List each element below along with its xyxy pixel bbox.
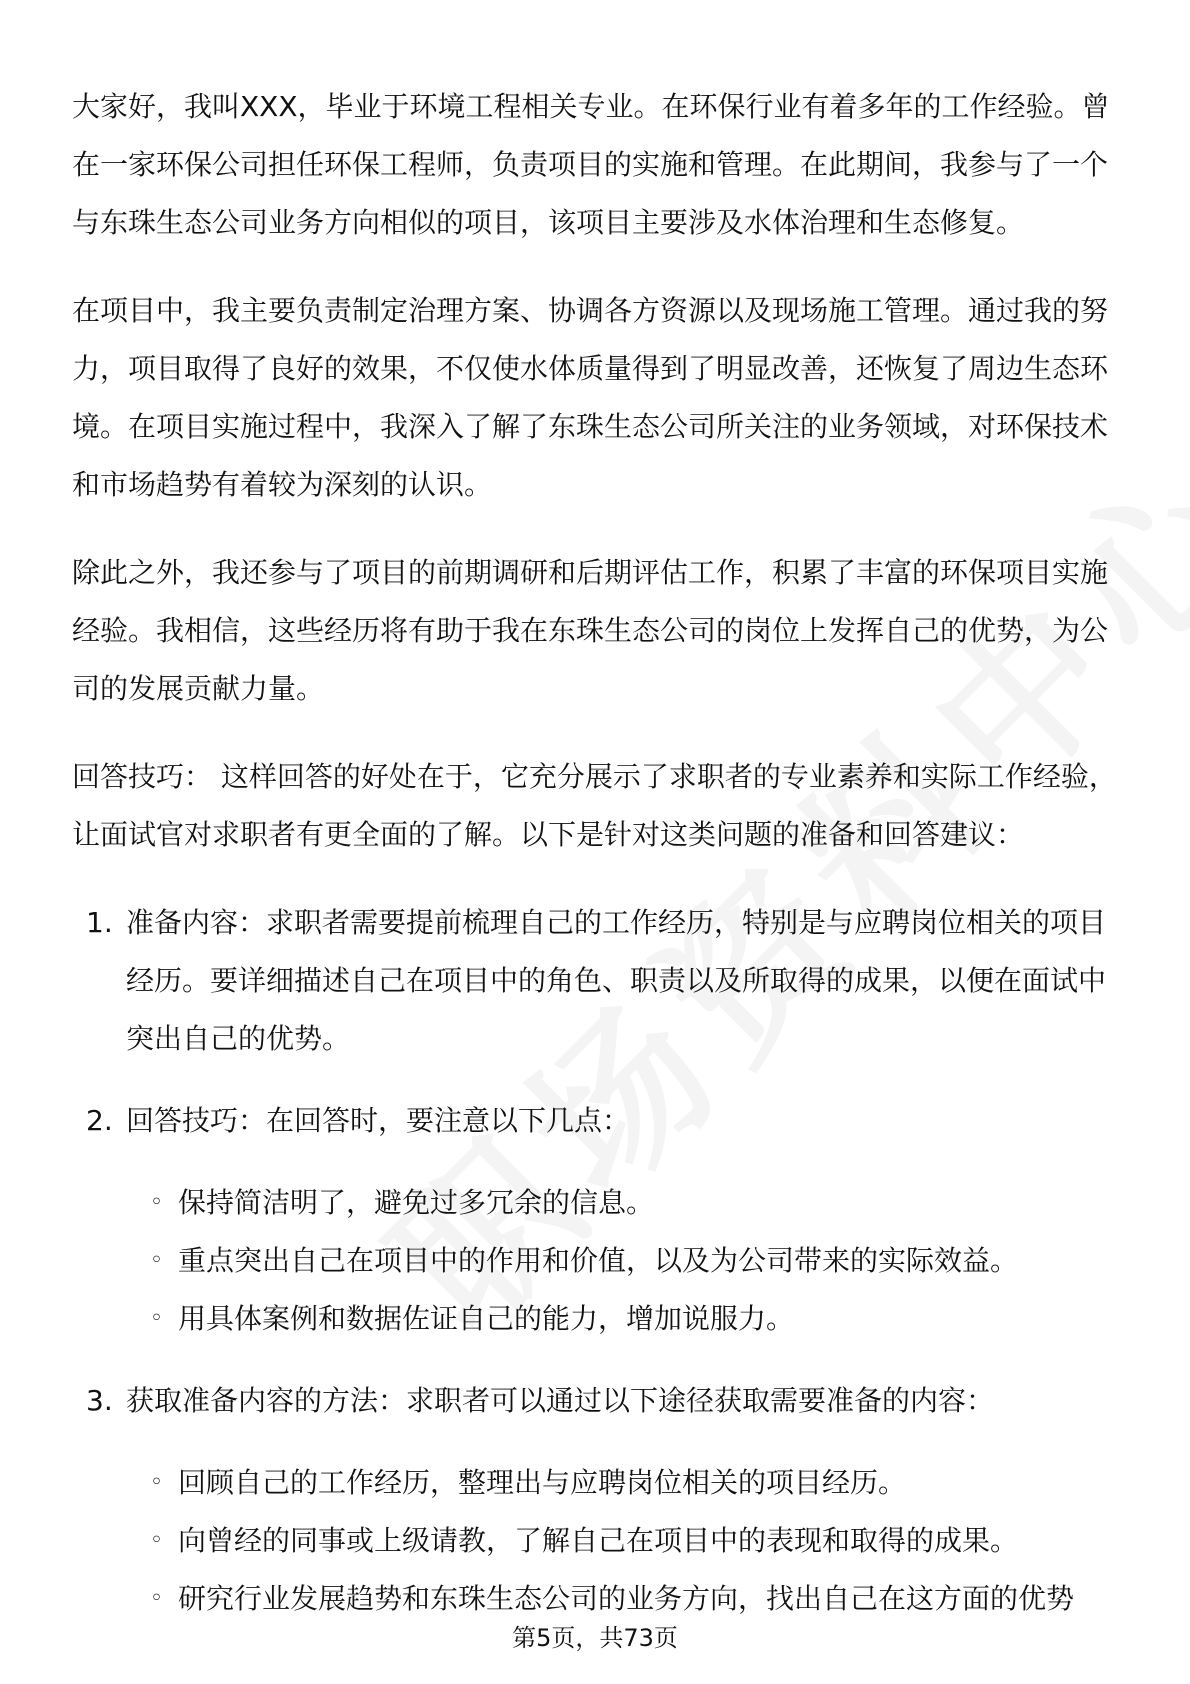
paragraph-project: 在项目中，我主要负责制定治理方案、协调各方资源以及现场施工管理。通过我的努力，项目取得了良好的效果，不仅使水体质量得到了明显改善，还恢复了周边生态环境。在项目实施过程中，我深入了解了东珠生态公司所关注的业务领域，对环保技术和市场趋势有着较为深刻的认识。	[72, 294, 1109, 501]
sub-list-item	[126, 1512, 1122, 1570]
sub-list-item	[126, 1290, 1122, 1348]
list-number: 2.	[86, 1104, 113, 1137]
list-item	[72, 1372, 1122, 1628]
document-body	[72, 78, 1122, 1652]
list-number: 3.	[86, 1384, 113, 1417]
list-item-text: 准备内容：求职者需要提前梳理自己的工作经历，特别是与应聘岗位相关的项目经历。要详细描述自己在项目中的角色、职责以及所取得的成果，以便在面试中突出自己的优势。	[126, 906, 1107, 1055]
sub-list-item-text: 向曾经的同事或上级请教，了解自己在项目中的表现和取得的成果。	[178, 1524, 1019, 1557]
bullet-icon: ◦	[150, 1190, 163, 1215]
list-item-text: 获取准备内容的方法：求职者可以通过以下途径获取需要准备的内容：	[126, 1384, 995, 1417]
bullet-icon: ◦	[150, 1248, 163, 1273]
sub-list-item-text: 用具体案例和数据佐证自己的能力，增加说服力。	[178, 1302, 795, 1335]
bullet-icon: ◦	[150, 1586, 163, 1611]
list-item-text: 回答技巧：在回答时，要注意以下几点：	[126, 1104, 631, 1137]
paragraph-tips: 回答技巧： 这样回答的好处在于，它充分展示了求职者的专业素养和实际工作经验，让面试官对求职者有更全面的了解。以下是针对这类问题的准备和回答建议：	[72, 760, 1117, 851]
bullet-icon: ◦	[150, 1470, 163, 1495]
sub-list-item-text: 保持简洁明了，避免过多冗余的信息。	[178, 1186, 655, 1219]
sub-list-item-text: 重点突出自己在项目中的作用和价值，以及为公司带来的实际效益。	[178, 1244, 1019, 1277]
page-number: 第5页，共73页	[512, 1624, 678, 1652]
list-number: 1.	[86, 906, 113, 939]
advice-list	[72, 894, 1122, 1628]
sub-list-item	[126, 1232, 1122, 1290]
bullet-icon: ◦	[150, 1306, 163, 1331]
sub-list-item	[126, 1174, 1122, 1232]
bullet-icon: ◦	[150, 1528, 163, 1553]
sub-list-item	[126, 1454, 1122, 1512]
paragraph-intro: 大家好，我叫XXX，毕业于环境工程相关专业。在环保行业有着多年的工作经验。曾在一家环保公司担任环保工程师，负责项目的实施和管理。在此期间，我参与了一个与东珠生态公司业务方向相似的项目，该项目主要涉及水体治理和生态修复。	[72, 90, 1110, 239]
sub-list-item-text: 回顾自己的工作经历，整理出与应聘岗位相关的项目经历。	[178, 1466, 907, 1499]
paragraph-experience: 除此之外，我还参与了项目的前期调研和后期评估工作，积累了丰富的环保项目实施经验。我相信，这些经历将有助于我在东珠生态公司的岗位上发挥自己的优势，为公司的发展贡献力量。	[72, 556, 1109, 705]
list-item	[72, 1092, 1122, 1348]
sub-list-item-text: 研究行业发展趋势和东珠生态公司的业务方向，找出自己在这方面的优势	[178, 1582, 1075, 1615]
sub-list	[126, 1454, 1122, 1628]
list-item	[72, 894, 1122, 1068]
sub-list	[126, 1174, 1122, 1348]
